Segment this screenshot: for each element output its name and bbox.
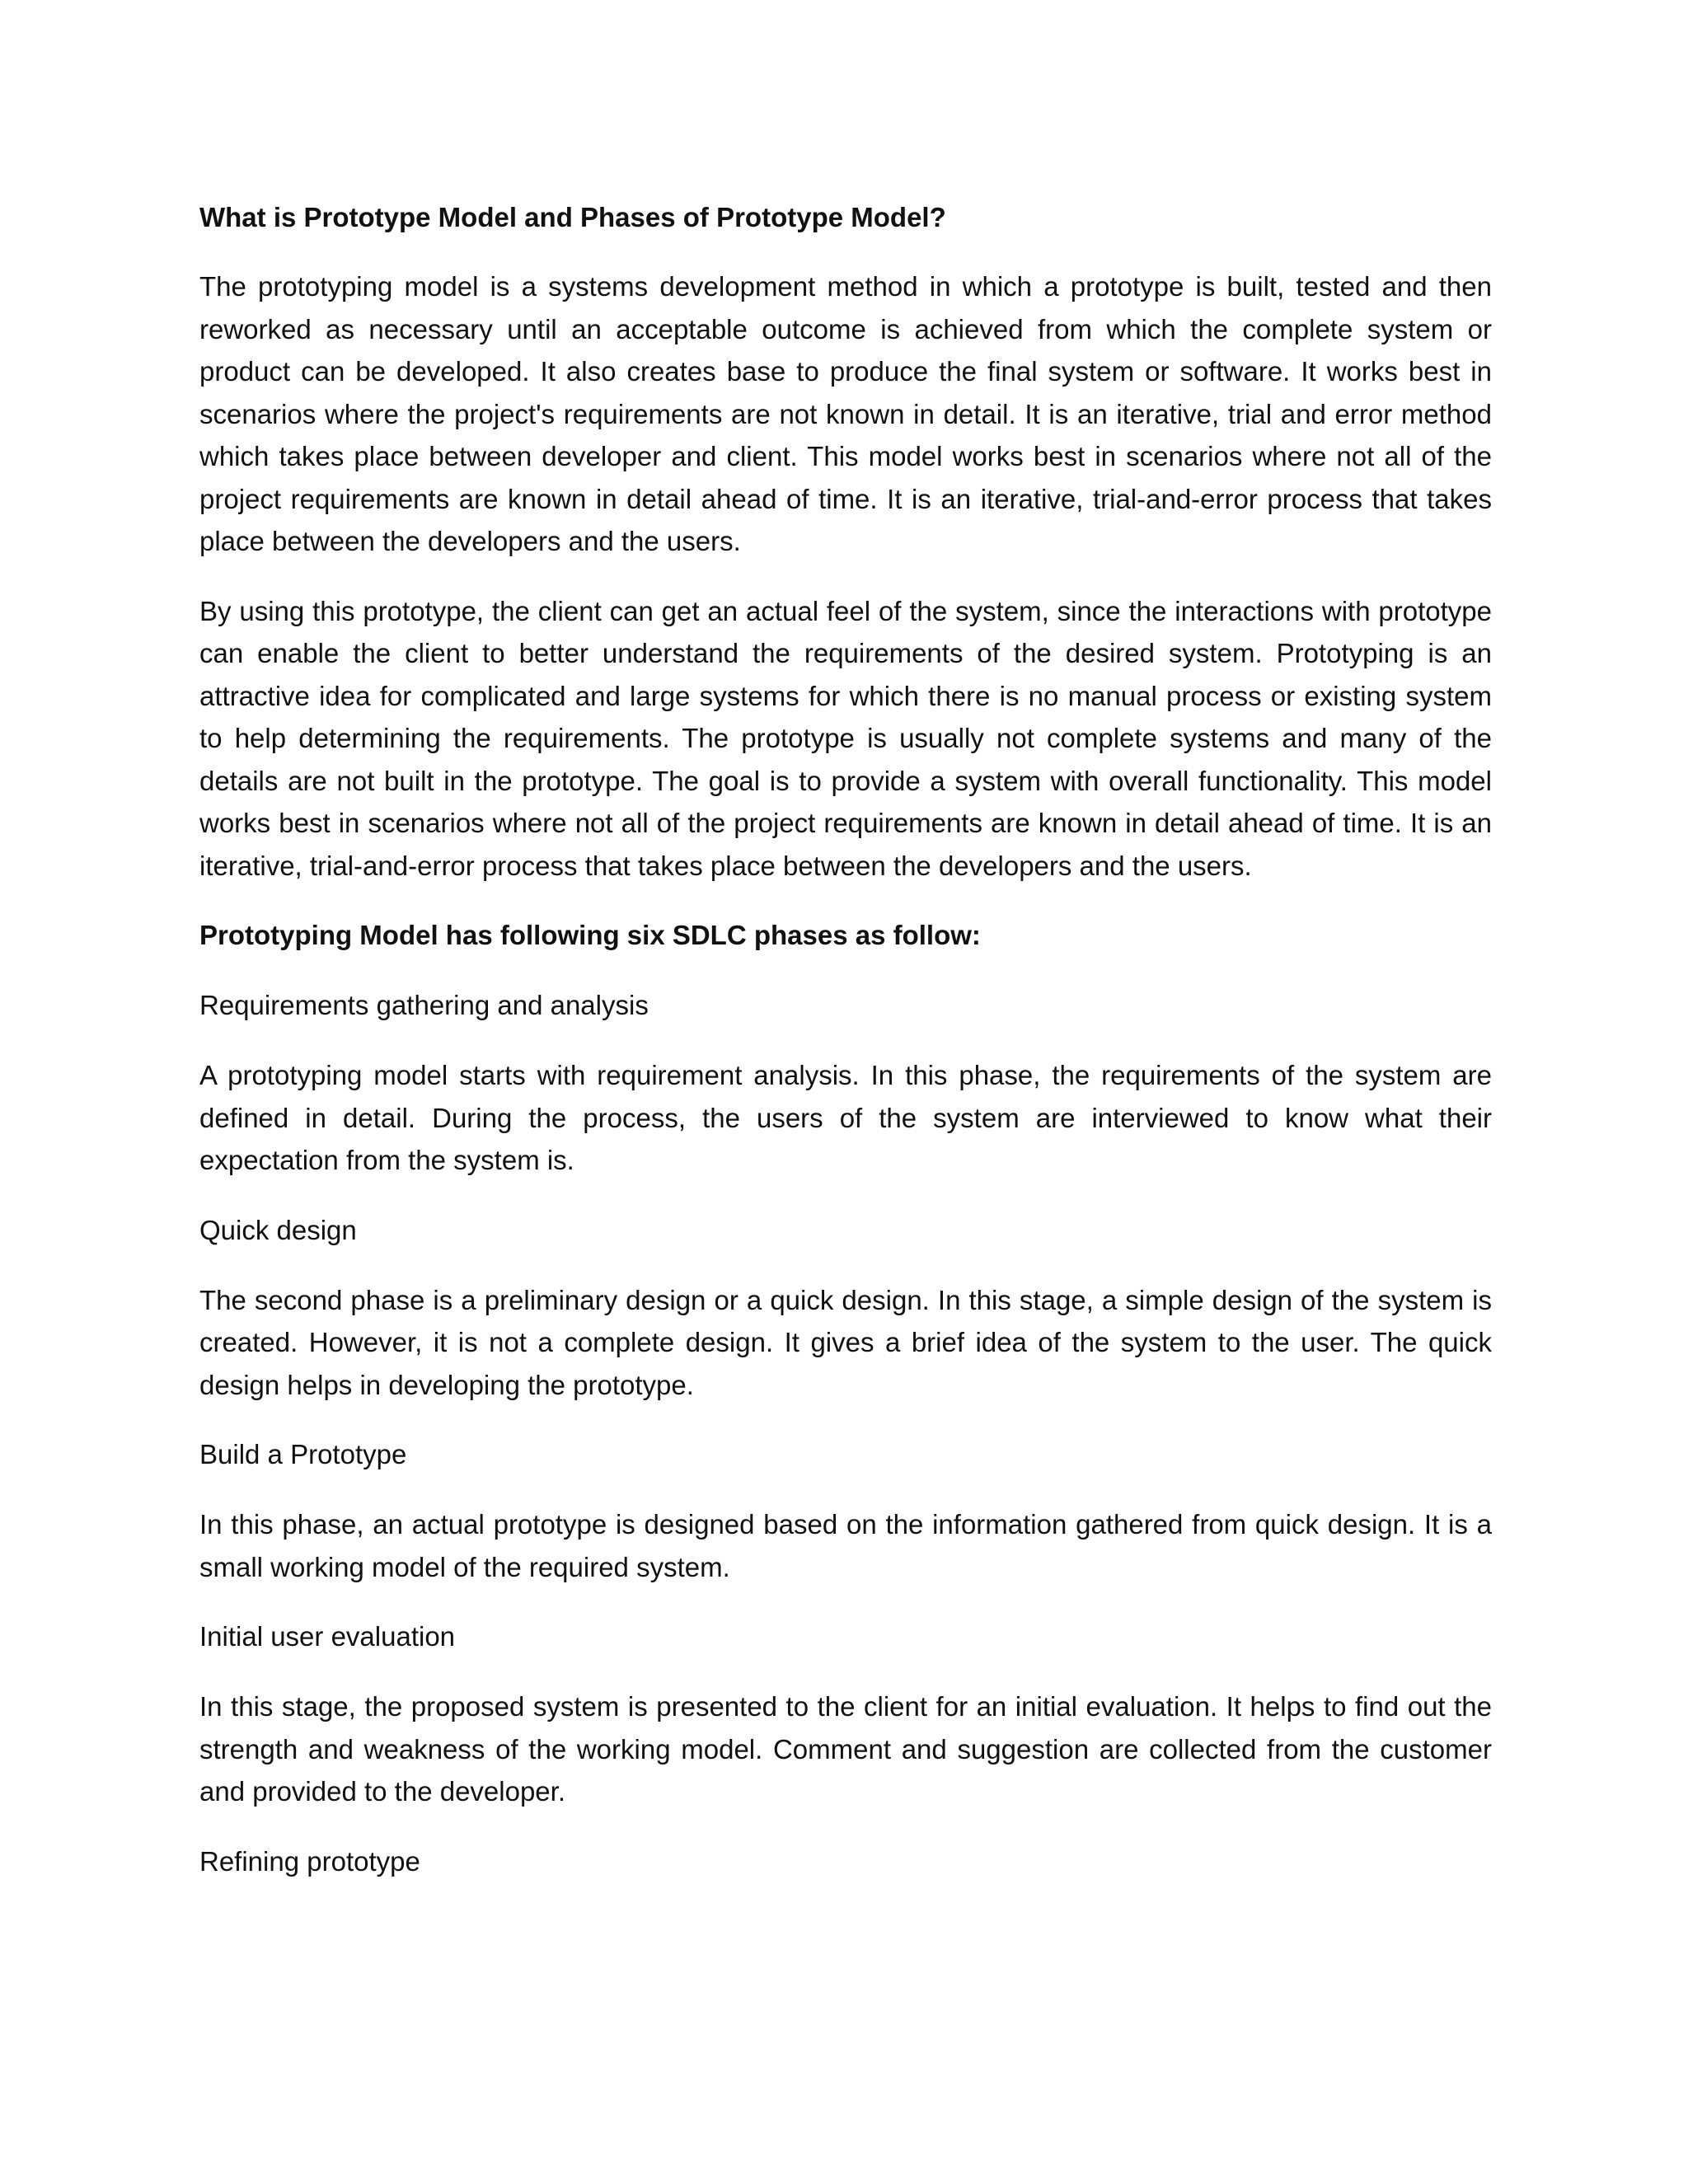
phase-3-description: In this phase, an actual prototype is designed based on the information gathered from quick design. It is a small working model of the required system. bbox=[199, 1509, 1492, 1582]
document-body bbox=[199, 196, 1492, 1910]
phase-2-description: The second phase is a preliminary design or a quick design. In this stage, a simple design of the system is created. However, it is not a complete design. It gives a brief idea of the system to the user. The quick design helps in developing the prototype. bbox=[199, 1284, 1492, 1400]
document-title: What is Prototype Model and Phases of Prototype Model? bbox=[199, 202, 946, 232]
intro-paragraph-2: By using this prototype, the client can get an actual feel of the system, since the interactions with prototype can enable the client to better understand the requirements of the desired system. Prototyping is an attractive idea for complicated and large systems for which there is no manual process or existing system to help determining the requirements. The prototype is usually not complete systems and many of the details are not built in the prototype. The goal is to provide a system with overall functionality. This model works best in scenarios where not all of the project requirements are known in detail ahead of time. It is an iterative, trial-and-error process that takes place between the developers and the users. bbox=[199, 595, 1492, 881]
phase-1-title: Requirements gathering and analysis bbox=[199, 990, 649, 1020]
phase-3-title: Build a Prototype bbox=[199, 1439, 407, 1469]
phase-4-title: Initial user evaluation bbox=[199, 1621, 456, 1652]
phase-1-description: A prototyping model starts with requirement analysis. In this phase, the requirements of the system are defined in detail. During the process, the users of the system are interviewed to know what their expectation from the system is. bbox=[199, 1060, 1492, 1175]
phase-5-title: Refining prototype bbox=[199, 1845, 420, 1877]
phases-heading: Prototyping Model has following six SDLC phases as follow: bbox=[199, 920, 981, 950]
phase-4-description: In this stage, the proposed system is presented to the client for an initial evaluation. It helps to find out the strength and weakness of the working model. Comment and suggestion are collected from the customer and provided to the developer. bbox=[199, 1691, 1492, 1807]
phase-2-title: Quick design bbox=[199, 1214, 357, 1245]
intro-paragraph-1: The prototyping model is a systems development method in which a prototype is built, tested and then reworked as necessary until an acceptable outcome is achieved from which the complete system or product can be developed. It also creates base to produce the final system or software. It works best in scenarios where the project's requirements are not known in detail. It is an iterative, trial and error method which takes place between developer and client. This model works best in scenarios where not all of the project requirements are known in detail ahead of time. It is an iterative, trial-and-error process that takes place between the developers and the users. bbox=[199, 271, 1492, 556]
